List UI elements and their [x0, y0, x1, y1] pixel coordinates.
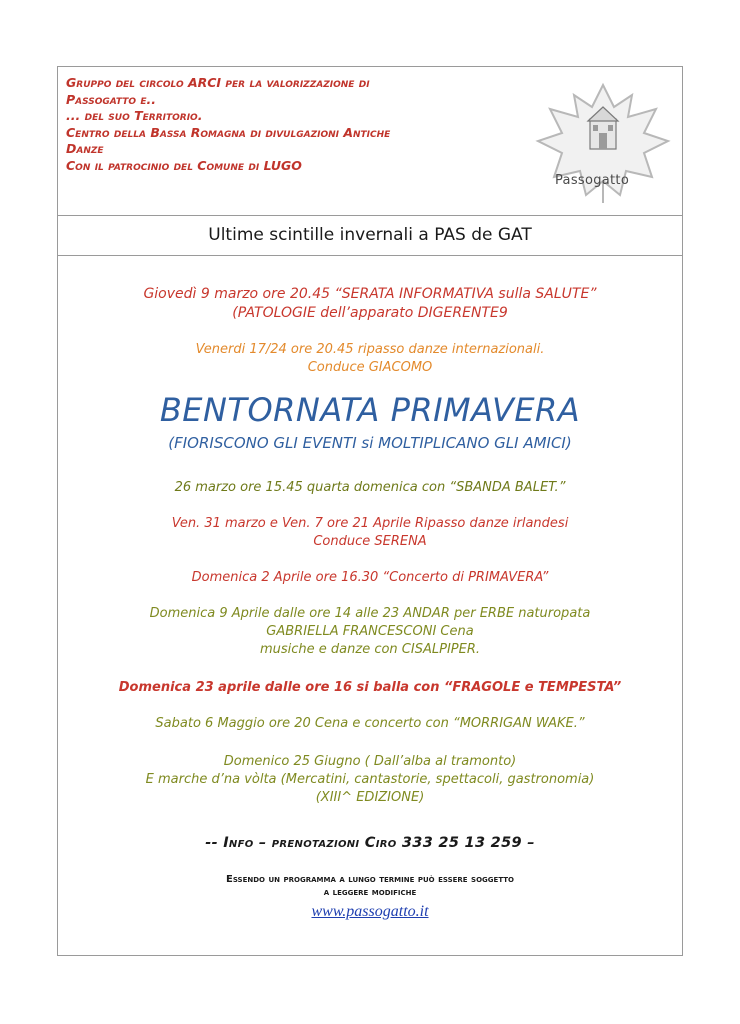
- event-morrigan-wake: Sabato 6 Maggio ore 20 Cena e concerto con “MORRIGAN WAKE.”: [155, 716, 585, 731]
- organization-description: [66, 75, 536, 174]
- event-sbanda-balet: 26 marzo ore 15.45 quarta domenica con “SBANDA BALET.”: [174, 480, 566, 495]
- website-link-row: [58, 901, 682, 921]
- header-line: Passogatto e..: [66, 91, 157, 107]
- event-line: (PATOLOGIE dell’apparato DIGERENTE9: [232, 305, 508, 321]
- logo-label: Passogatto: [555, 173, 630, 188]
- event-spring-concert: Domenica 2 Aprile ore 16.30 “Concerto di PRIMAVERA”: [191, 570, 549, 585]
- header-line: Con il patrocinio del Comune di LUGO: [66, 157, 302, 173]
- event-andar-per-erbe: [58, 605, 682, 659]
- subtitle-bar: Ultime scintille invernali a PAS de GAT: [58, 215, 682, 256]
- event-line: (XIII^ EDIZIONE): [315, 790, 425, 805]
- event-line: Venerdi 17/24 ore 20.45 ripasso danze internazionali.: [195, 342, 545, 357]
- header-section: [58, 67, 682, 216]
- header-line: Centro della Bassa Romagna di divulgazioni Antiche: [66, 124, 391, 140]
- event-health-evening: [58, 285, 682, 323]
- header-line: ... del suo Territorio.: [66, 108, 203, 123]
- event-line: Domenica 9 Aprile dalle ore 14 alle 23 ANDAR per ERBE naturopata: [149, 606, 591, 621]
- main-title: BENTORNATA PRIMAVERA: [159, 391, 581, 429]
- header-line: Gruppo del circolo ARCI per la valorizzazione di: [66, 75, 370, 90]
- disclaimer: [58, 873, 682, 899]
- event-line: Ven. 31 marzo e Ven. 7 ore 21 Aprile Ripasso danze irlandesi: [171, 516, 569, 531]
- website-link[interactable]: www.passogatto.it: [311, 903, 429, 920]
- disclaimer-line: Essendo un programma a lungo termine può essere soggetto: [226, 874, 514, 885]
- main-subtitle: (FIORISCONO GLI EVENTI si MOLTIPLICANO GLI AMICI): [168, 434, 572, 452]
- event-line: musiche e danze con CISALPIPER.: [259, 642, 480, 657]
- event-line: Conduce GIACOMO: [307, 360, 433, 375]
- flyer-sheet: [57, 66, 683, 956]
- passogatto-logo: [528, 77, 678, 207]
- event-fragole-tempesta: Domenica 23 aprile dalle ore 16 si balla con “FRAGOLE e TEMPESTA”: [118, 680, 622, 695]
- info-contact: -- Info – prenotazioni Ciro 333 25 13 259 –: [205, 835, 535, 851]
- event-line: E marche d’na vòlta (Mercatini, cantastorie, spettacoli, gastronomia): [145, 772, 595, 787]
- event-marche-dna-volta: [58, 753, 682, 807]
- event-line: Domenico 25 Giugno ( Dall’alba al tramonto): [223, 754, 517, 769]
- event-line: Giovedì 9 marzo ore 20.45 “SERATA INFORMATIVA sulla SALUTE”: [143, 286, 597, 302]
- event-international-dances: [58, 341, 682, 377]
- header-line: Danze: [66, 141, 104, 156]
- disclaimer-line: a leggere modifiche: [323, 887, 417, 898]
- event-irish-dances: [58, 515, 682, 551]
- event-line: GABRIELLA FRANCESCONI Cena: [266, 624, 474, 639]
- event-line: Conduce SERENA: [313, 534, 427, 549]
